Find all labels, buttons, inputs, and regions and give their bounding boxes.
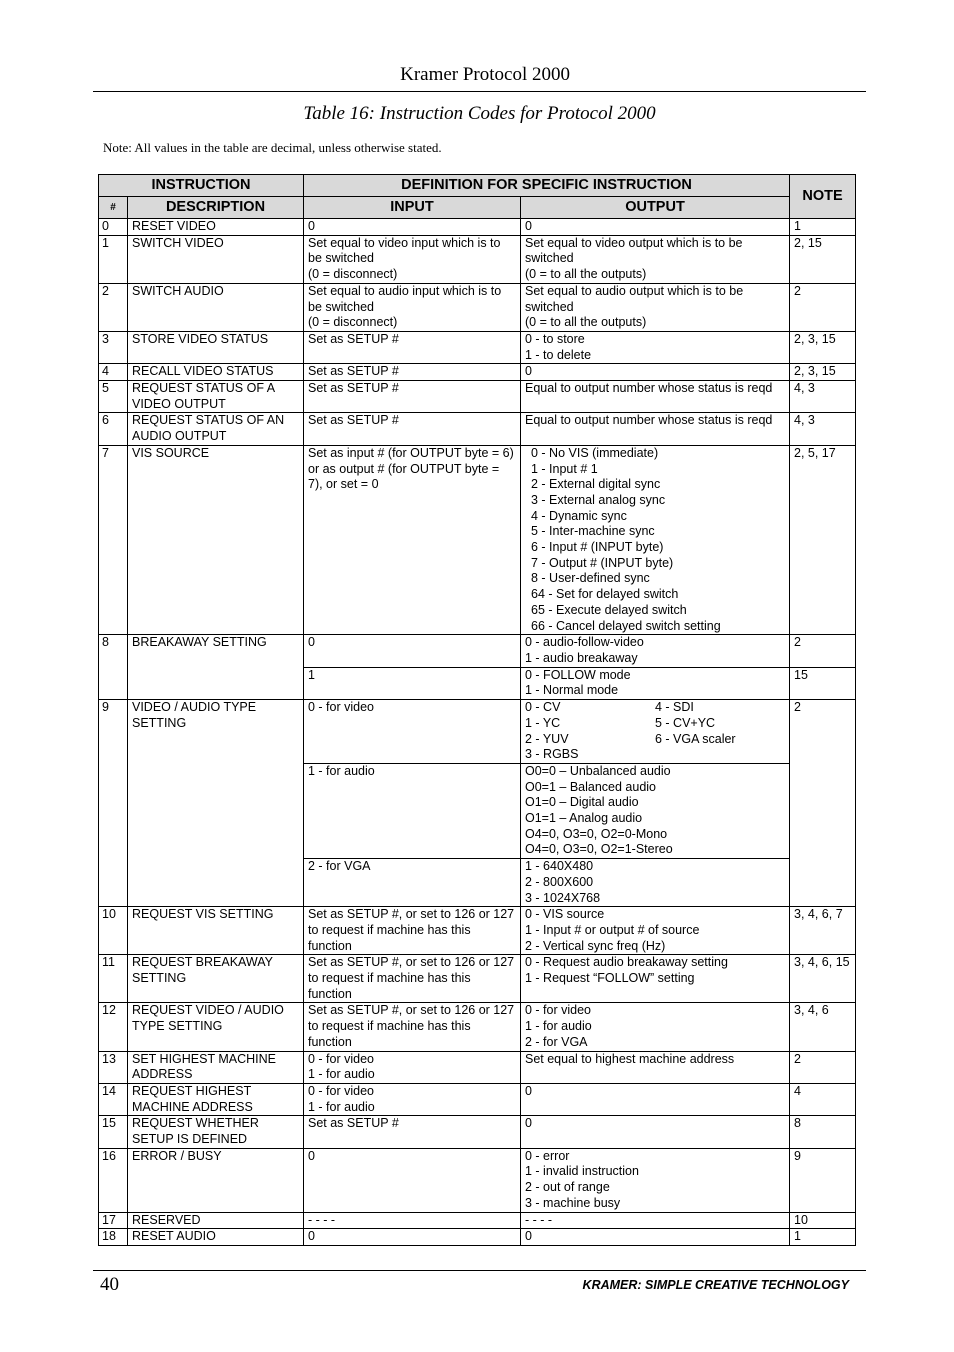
row-number: 1: [99, 235, 128, 283]
row-input: 0: [304, 1229, 521, 1246]
row-description: REQUEST VIS SETTING: [128, 907, 304, 955]
header-note: NOTE: [790, 175, 856, 219]
header-output: OUTPUT: [521, 197, 790, 219]
row-description: RESERVED: [128, 1212, 304, 1229]
row-number: 11: [99, 955, 128, 1003]
row-input: Set as SETUP #, or set to 126 or 127 to request if machine has this function: [304, 907, 521, 955]
row-note: 4, 3: [790, 413, 856, 445]
row-input: 0: [304, 635, 521, 667]
row-input: 1: [304, 667, 521, 699]
table-body-row-8: [99, 635, 856, 700]
row-output: [521, 700, 790, 764]
row-output: 0 - VIS source 1 - Input # or output # of source 2 - Vertical sync freq (Hz): [521, 907, 790, 955]
row-output: 0 - error 1 - invalid instruction 2 - out of range 3 - machine busy: [521, 1148, 790, 1212]
table-note: Note: All values in the table are decimal, unless otherwise stated.: [103, 140, 442, 155]
row-description: BREAKAWAY SETTING: [128, 635, 304, 700]
row-output: 0: [521, 1083, 790, 1115]
table-row: [99, 331, 856, 363]
table-row: [99, 235, 856, 283]
row-input: Set as SETUP #: [304, 1116, 521, 1148]
row-note: 2, 5, 17: [790, 445, 856, 634]
table-body-row-9: [99, 700, 856, 907]
row-output: Set equal to audio output which is to be switched (0 = to all the outputs): [521, 283, 790, 331]
row-input: Set as SETUP #: [304, 381, 521, 413]
table-row: [99, 1229, 856, 1246]
row-output: 0: [521, 1116, 790, 1148]
row-number: 9: [99, 700, 128, 907]
row-input: Set as input # (for OUTPUT byte = 6) or as output # (for OUTPUT byte = 7), or set = 0: [304, 445, 521, 634]
row-input: Set as SETUP #: [304, 331, 521, 363]
row-number: 10: [99, 907, 128, 955]
row-description: RESET VIDEO: [128, 219, 304, 236]
row-description: ERROR / BUSY: [128, 1148, 304, 1212]
row-number: 2: [99, 283, 128, 331]
table-body-rows-0-7: [99, 219, 856, 635]
row-number: 18: [99, 1229, 128, 1246]
row-note: 2, 3, 15: [790, 364, 856, 381]
running-header: Kramer Protocol 2000: [400, 64, 570, 85]
row-input: Set as SETUP #, or set to 126 or 127 to request if machine has this function: [304, 955, 521, 1003]
table-row: [99, 635, 856, 667]
row-number: 12: [99, 1003, 128, 1051]
row-output: 0 - audio-follow-video 1 - audio breakaway: [521, 635, 790, 667]
table-subheader-row: [99, 197, 856, 219]
row-number: 4: [99, 364, 128, 381]
row-note: 8: [790, 1116, 856, 1148]
row-description: SET HIGHEST MACHINE ADDRESS: [128, 1051, 304, 1083]
row-output: 0 - for video 1 - for audio 2 - for VGA: [521, 1003, 790, 1051]
header-rule: [93, 91, 866, 92]
row-input: 0: [304, 219, 521, 236]
row-note: 10: [790, 1212, 856, 1229]
table-row: [99, 445, 856, 634]
row-note: 2, 3, 15: [790, 331, 856, 363]
row-input: Set as SETUP #: [304, 413, 521, 445]
header-instruction: INSTRUCTION: [99, 175, 304, 197]
table-body-rows-10-18: [99, 907, 856, 1246]
row-input: Set as SETUP #: [304, 364, 521, 381]
row-input: 0: [304, 1148, 521, 1212]
table-row: [99, 413, 856, 445]
row-number: 6: [99, 413, 128, 445]
footer-rule: [93, 1270, 866, 1271]
row-output: O0=0 – Unbalanced audio O0=1 – Balanced audio O1=0 – Digital audio O1=1 – Analog audio O4=0, O3=0, O2=0-Mono O4=0, O3=0, O2=1-Stereo: [521, 763, 790, 858]
row-number: 3: [99, 331, 128, 363]
row-input: 0 - for video: [304, 700, 521, 764]
table-row: [99, 283, 856, 331]
row-note: 2: [790, 700, 856, 907]
row-output: 0: [521, 1229, 790, 1246]
table-row: [99, 907, 856, 955]
row-description: REQUEST STATUS OF AN AUDIO OUTPUT: [128, 413, 304, 445]
row-description: SWITCH VIDEO: [128, 235, 304, 283]
row-output: 0 - No VIS (immediate) 1 - Input # 1 2 - External digital sync 3 - External analog sync 4 - Dynamic sync 5 - Inter-machine sync 6 - Input # (INPUT byte) 7 - Output # (INPUT byte) 8 - User-defined sync 64 - Set for delayed switch 65 - Execute delayed switch 66 - Cancel delayed switch setting: [521, 445, 790, 634]
row-description: STORE VIDEO STATUS: [128, 331, 304, 363]
row-note: 4, 3: [790, 381, 856, 413]
row-description: REQUEST BREAKAWAY SETTING: [128, 955, 304, 1003]
row-number: 13: [99, 1051, 128, 1083]
table-row: [99, 381, 856, 413]
row-description: REQUEST VIDEO / AUDIO TYPE SETTING: [128, 1003, 304, 1051]
row-note: 9: [790, 1148, 856, 1212]
row-input: - - - -: [304, 1212, 521, 1229]
row-description: VIS SOURCE: [128, 445, 304, 634]
output-video-types-left: 0 - CV 1 - YC 2 - YUV 3 - RGBS: [525, 700, 579, 762]
header-input: INPUT: [304, 197, 521, 219]
table-title: Table 16: Instruction Codes for Protocol 2000: [303, 103, 656, 124]
row-number: 15: [99, 1116, 128, 1148]
row-input: 0 - for video 1 - for audio: [304, 1051, 521, 1083]
table-row: [99, 1148, 856, 1212]
row-output: Set equal to video output which is to be switched (0 = to all the outputs): [521, 235, 790, 283]
row-output: 0 - Request audio breakaway setting 1 - Request “FOLLOW” setting: [521, 955, 790, 1003]
row-note: 1: [790, 219, 856, 236]
row-output: Equal to output number whose status is reqd: [521, 413, 790, 445]
row-input: Set as SETUP #, or set to 126 or 127 to request if machine has this function: [304, 1003, 521, 1051]
row-output: Equal to output number whose status is reqd: [521, 381, 790, 413]
row-description: RESET AUDIO: [128, 1229, 304, 1246]
header-description: DESCRIPTION: [128, 197, 304, 219]
table-header-row: [99, 175, 856, 197]
row-description: REQUEST HIGHEST MACHINE ADDRESS: [128, 1083, 304, 1115]
instruction-codes-table: [98, 174, 856, 1246]
table-row: [99, 700, 856, 764]
row-note: 3, 4, 6, 7: [790, 907, 856, 955]
row-description: REQUEST STATUS OF A VIDEO OUTPUT: [128, 381, 304, 413]
table-row: [99, 1051, 856, 1083]
page-number: 40: [100, 1274, 119, 1295]
output-video-types-right: 4 - SDI 5 - CV+YC 6 - VGA scaler: [655, 700, 736, 746]
table-row: [99, 955, 856, 1003]
row-output: 1 - 640X480 2 - 800X600 3 - 1024X768: [521, 859, 790, 907]
row-output: 0 - to store 1 - to delete: [521, 331, 790, 363]
row-number: 7: [99, 445, 128, 634]
table-row: [99, 364, 856, 381]
row-input: 1 - for audio: [304, 763, 521, 858]
row-description: VIDEO / AUDIO TYPE SETTING: [128, 700, 304, 907]
row-output: 0: [521, 364, 790, 381]
row-description: RECALL VIDEO STATUS: [128, 364, 304, 381]
row-note: 3, 4, 6, 15: [790, 955, 856, 1003]
row-input: Set equal to audio input which is to be switched (0 = disconnect): [304, 283, 521, 331]
header-definition: DEFINITION FOR SPECIFIC INSTRUCTION: [304, 175, 790, 197]
row-number: 17: [99, 1212, 128, 1229]
table-row: [99, 219, 856, 236]
row-number: 16: [99, 1148, 128, 1212]
row-output: 0 - FOLLOW mode 1 - Normal mode: [521, 667, 790, 699]
row-note: 3, 4, 6: [790, 1003, 856, 1051]
row-description: SWITCH AUDIO: [128, 283, 304, 331]
table-row: [99, 1212, 856, 1229]
row-note: 2: [790, 635, 856, 667]
row-input: Set equal to video input which is to be switched (0 = disconnect): [304, 235, 521, 283]
row-number: 0: [99, 219, 128, 236]
row-input: 2 - for VGA: [304, 859, 521, 907]
row-note: 2: [790, 1051, 856, 1083]
row-output: 0: [521, 219, 790, 236]
row-note: 2: [790, 283, 856, 331]
row-number: 8: [99, 635, 128, 700]
table-row: [99, 1083, 856, 1115]
row-note: 15: [790, 667, 856, 699]
footer-tagline: KRAMER: SIMPLE CREATIVE TECHNOLOGY: [582, 1278, 849, 1292]
row-note: 4: [790, 1083, 856, 1115]
row-note: 1: [790, 1229, 856, 1246]
table-row: [99, 1116, 856, 1148]
row-output: Set equal to highest machine address: [521, 1051, 790, 1083]
row-number: 5: [99, 381, 128, 413]
row-number: 14: [99, 1083, 128, 1115]
row-description: REQUEST WHETHER SETUP IS DEFINED: [128, 1116, 304, 1148]
row-note: 2, 15: [790, 235, 856, 283]
header-hash: #: [99, 197, 128, 219]
table-row: [99, 1003, 856, 1051]
row-output: - - - -: [521, 1212, 790, 1229]
row-input: 0 - for video 1 - for audio: [304, 1083, 521, 1115]
